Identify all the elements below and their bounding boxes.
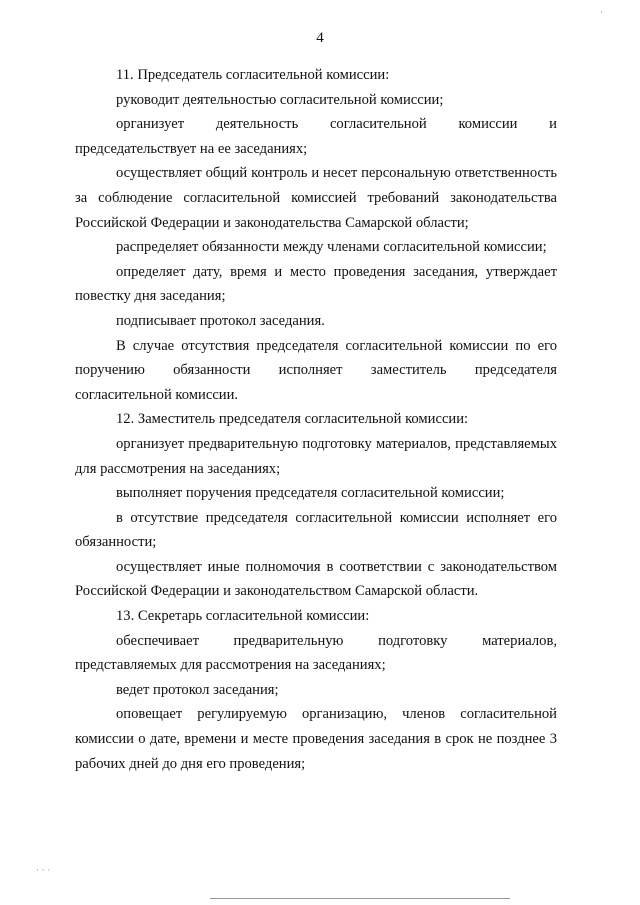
paragraph: в отсутствие председателя согласительной комиссии исполняет его обязанности; xyxy=(75,509,557,551)
paragraph: выполняет поручения председателя согласительной комиссии; xyxy=(116,485,505,502)
paragraph: ведет протокол заседания; xyxy=(116,681,279,698)
paragraph: организует предварительную подготовку материалов, представляемых для рассмотрения на заседаниях; xyxy=(75,435,557,477)
paragraph: осуществляет общий контроль и несет персональную ответственность за соблюдение согласительной комиссией требований законодательства Российской Федерации и законодательства Самарской области; xyxy=(75,165,557,231)
scan-speck: · xyxy=(600,8,603,18)
paragraph: руководит деятельностью согласительной комиссии; xyxy=(116,91,444,108)
scan-speck: · · · xyxy=(36,866,51,876)
paragraph-13-heading: 13. Секретарь согласительной комиссии: xyxy=(116,608,370,625)
paragraph: подписывает протокол заседания. xyxy=(116,312,325,329)
paragraph: В случае отсутствия председателя согласительной комиссии по его поручению обязанности исполняет заместитель председателя согласительной комиссии. xyxy=(75,337,557,403)
paragraph: организует деятельность согласительной комиссии и председательствует на ее заседаниях; xyxy=(75,116,557,157)
paragraph: распределяет обязанности между членами согласительной комиссии; xyxy=(116,239,547,256)
document-body xyxy=(75,63,557,776)
paragraph: обеспечивает предварительную подготовку материалов, представляемых для рассмотрения на заседаниях; xyxy=(75,632,557,674)
paragraph: оповещает регулируемую организацию, членов согласительной комиссии о дате, времени и месте проведения заседания в срок не позднее 3 рабочих дней до дня его проведения; xyxy=(75,706,557,772)
bottom-edge-line xyxy=(210,898,510,899)
page-number: 4 xyxy=(316,30,324,46)
paragraph: осуществляет иные полномочия в соответствии с законодательством Российской Федерации и законодательством Самарской области. xyxy=(75,558,557,600)
paragraph: определяет дату, время и место проведения заседания, утверждает повестку дня заседания; xyxy=(75,263,557,305)
paragraph-12-heading: 12. Заместитель председателя согласительной комиссии: xyxy=(116,411,469,428)
paragraph-11-heading: 11. Председатель согласительной комиссии: xyxy=(116,67,390,83)
